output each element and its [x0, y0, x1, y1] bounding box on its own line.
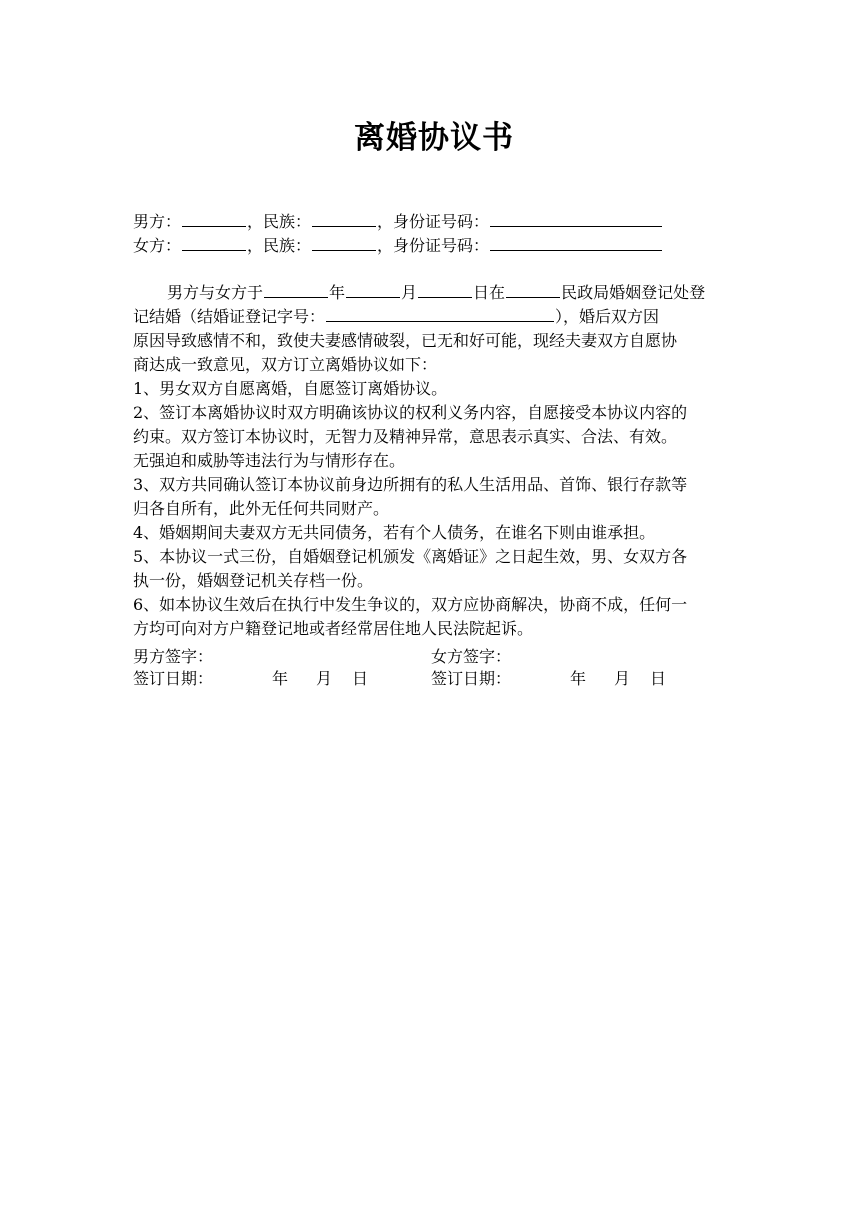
- male-id-blank[interactable]: [490, 212, 662, 227]
- female-date-day: 日: [650, 669, 667, 688]
- certificate-label: 记结婚（结婚证登记字号：: [133, 307, 326, 326]
- male-name-blank[interactable]: [182, 212, 246, 227]
- male-id-label: ，身份证号码：: [377, 212, 490, 231]
- intro-office-label: 民政局婚姻登记处登: [561, 283, 706, 302]
- intro-line-2: [133, 305, 738, 329]
- clause-line: 3、双方共同确认签订本协议前身边所拥有的私人生活用品、首饰、银行存款等: [133, 475, 688, 494]
- clause-line: 1、男女双方自愿离婚，自愿签订离婚协议。: [133, 379, 448, 398]
- marriage-year-blank[interactable]: [264, 283, 328, 298]
- female-date-month: 月: [614, 669, 631, 688]
- male-date-year: 年: [272, 669, 289, 688]
- party-info: [133, 210, 738, 258]
- certificate-number-blank[interactable]: [326, 307, 554, 322]
- intro-line-2-tail: ），婚后双方因: [555, 307, 660, 326]
- intro-line-1: [133, 281, 738, 305]
- female-date-year: 年: [570, 669, 587, 688]
- intro-year-label: 年: [329, 283, 346, 302]
- document-title: 离婚协议书: [354, 120, 514, 156]
- female-signature-label: 女方签字：: [431, 647, 512, 666]
- male-signature-label: 男方签字：: [133, 647, 214, 666]
- female-id-label: ，身份证号码：: [377, 236, 490, 255]
- male-date-label: 签订日期：: [133, 669, 214, 688]
- female-ethnicity-blank[interactable]: [312, 236, 376, 251]
- male-party-line: [133, 210, 738, 234]
- intro-month-label: 月: [401, 283, 418, 302]
- clause-line: 执一份，婚姻登记机关存档一份。: [133, 571, 374, 590]
- female-label: 女方：: [133, 236, 182, 255]
- female-date-label: 签订日期：: [431, 669, 512, 688]
- clause-line: 约束。双方签订本协议时，无智力及精神异常，意思表示真实、合法、有效。: [133, 427, 678, 446]
- female-id-blank[interactable]: [490, 236, 662, 251]
- clause-line: 6、如本协议生效后在执行中发生争议的，双方应协商解决，协商不成，任何一: [133, 595, 688, 614]
- registry-place-blank[interactable]: [506, 283, 560, 298]
- male-ethnicity-label: ，民族：: [247, 212, 312, 231]
- agreement-body: [133, 281, 738, 641]
- male-label: 男方：: [133, 212, 182, 231]
- female-ethnicity-label: ，民族：: [247, 236, 312, 255]
- male-date-month: 月: [316, 669, 333, 688]
- clause-line: 方均可向对方户籍登记地或者经常居住地人民法院起诉。: [133, 619, 534, 638]
- clause-line: 无强迫和威胁等违法行为与情形存在。: [133, 451, 406, 470]
- clause-line: 2、签订本离婚协议时双方明确该协议的权利义务内容，自愿接受本协议内容的: [133, 403, 688, 422]
- intro-day-label: 日在: [473, 283, 506, 302]
- female-party-line: [133, 234, 738, 258]
- intro-line-3: 原因导致感情不和，致使夫妻感情破裂，已无和好可能，现经夫妻双方自愿协: [133, 331, 678, 350]
- clause-line: 4、婚姻期间夫妻双方无共同债务，若有个人债务，在谁名下则由谁承担。: [133, 523, 656, 542]
- marriage-month-blank[interactable]: [346, 283, 400, 298]
- male-date-day: 日: [352, 669, 369, 688]
- female-name-blank[interactable]: [182, 236, 246, 251]
- intro-prefix: 男方与女方于: [167, 283, 264, 302]
- marriage-day-blank[interactable]: [418, 283, 472, 298]
- clause-line: 5、本协议一式三份，自婚姻登记机颁发《离婚证》之日起生效，男、女双方各: [133, 547, 688, 566]
- clause-line: 归各自所有，此外无任何共同财产。: [133, 499, 390, 518]
- intro-line-4: 商达成一致意见，双方订立离婚协议如下：: [133, 355, 438, 374]
- male-ethnicity-blank[interactable]: [312, 212, 376, 227]
